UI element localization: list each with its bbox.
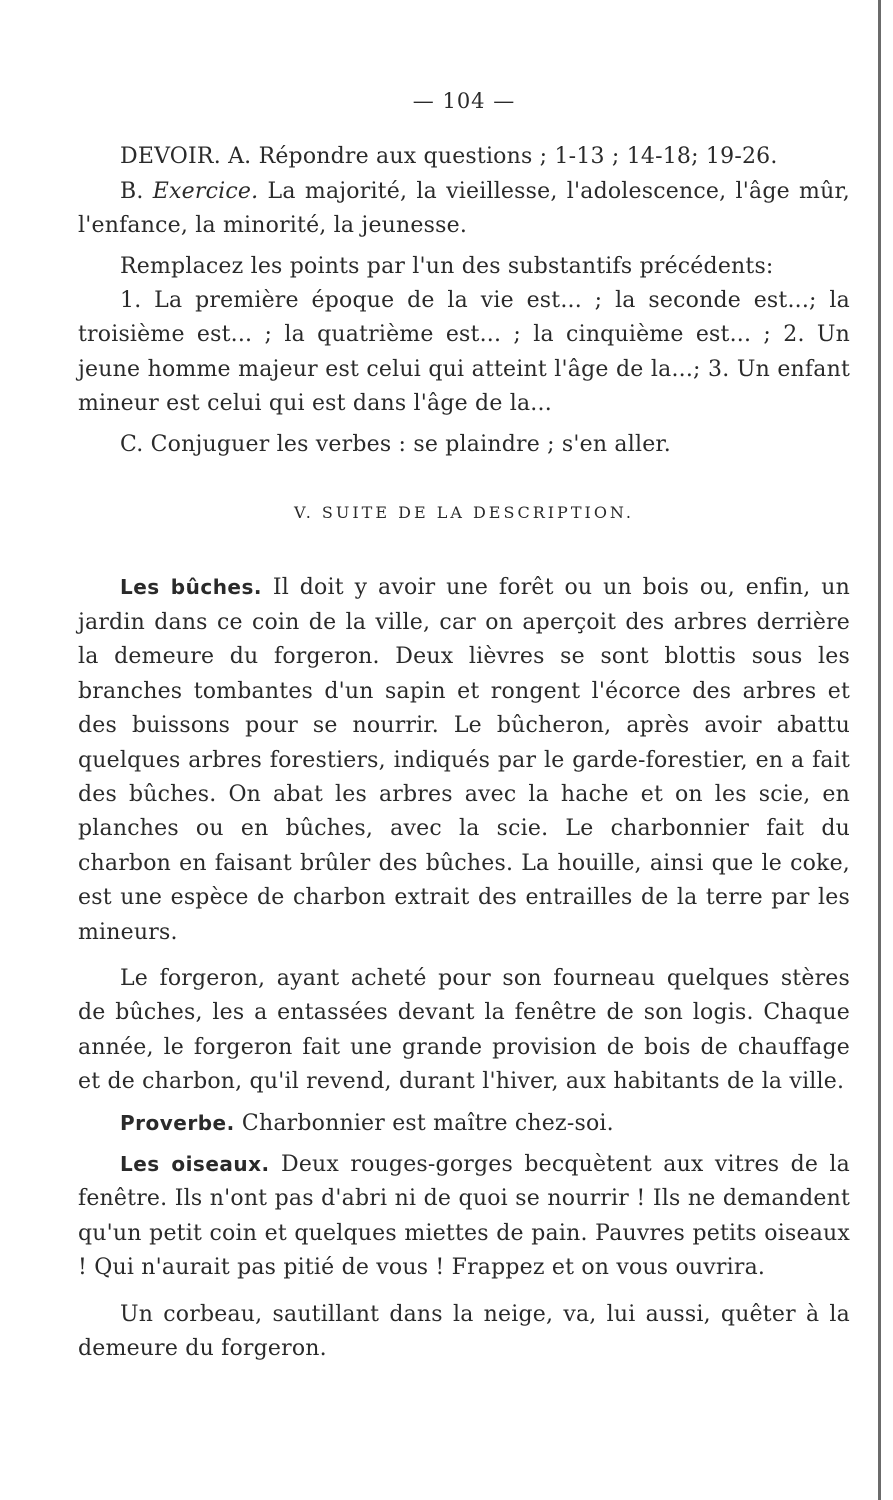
page-number: — 104 — xyxy=(412,89,516,113)
devoir-text: Répondre aux questions ; 1-13 ; 14-18; 19-26. xyxy=(258,144,778,170)
buches-label: Les bûches. xyxy=(120,575,263,600)
exercice-paragraph xyxy=(78,175,850,244)
section-title: V. SUITE DE LA DESCRIPTION. xyxy=(293,503,634,523)
exercice-label-b: B. xyxy=(120,178,144,204)
buches-paragraph xyxy=(78,570,850,949)
corbeau-paragraph: Un corbeau, sautillant dans la neige, va, lui aussi, quêter à la demeure du forgeron. xyxy=(78,1301,850,1361)
proverbe-text: Charbonnier est maître chez-soi. xyxy=(241,1110,614,1136)
oiseaux-text: Deux rouges-gorges becquètent aux vitres de la fenêtre. Ils n'ont pas d'abri ni de quoi se nourrir ! Ils ne demandent qu'un petit coin et quelques miettes de pain. Pauvres petits oiseaux ! Qui n'aurait pas pitié de vous ! Frappez et on vous ouvrira. xyxy=(78,1151,850,1281)
book-page xyxy=(78,84,850,1366)
oiseaux-paragraph xyxy=(78,1147,850,1286)
buches-text: Il doit y avoir une forêt ou un bois ou, enfin, un jardin dans ce coin de la ville, car on aperçoit des arbres derrière la demeure du forgeron. Deux lièvres se sont blottis sous les branches tombantes d'un sapin et rongent l'écorce des arbres et des buissons pour se nourrir. Le bûcheron, après avoir abattu quelques arbres forestiers, indiqués par le garde-forestier, en a fait des bûches. On abat les arbres avec la hache et on les scie, en planches ou en bûches, avec la scie. Le charbonnier fait du charbon en faisant brûler des bûches. La houille, ainsi que le coke, est une espèce de charbon extrait des entrailles de la terre par les mineurs. xyxy=(78,575,851,945)
page-edge-line xyxy=(878,0,881,1500)
devoir-paragraph xyxy=(78,140,850,174)
exercise-sentences: 1. La première époque de la vie est... ; la seconde est...; la troisième est... ; la quatrième est... ; la cinquième est... ; 2. Un jeune homme majeur est celui qui atteint l'âge de la...; 3. Un enfant mineur est celui qui est dans l'âge de la... xyxy=(78,288,850,417)
proverbe-label: Proverbe. xyxy=(120,1110,235,1135)
remplacez-instruction: Remplacez les points par l'un des substantifs précédents: xyxy=(120,253,774,279)
forgeron-paragraph: Le forgeron, ayant acheté pour son fourneau quelques stères de bûches, les a entassées devant la fenêtre de son logis. Chaque année, le forgeron fait une grande provision de bois de chauffage et de charbon, qu'il revend, durant l'hiver, aux habitants de la ville. xyxy=(78,965,850,1095)
proverbe-paragraph xyxy=(78,1106,850,1141)
oiseaux-label: Les oiseaux. xyxy=(120,1151,270,1176)
exercice-title: Exercice. xyxy=(152,178,259,204)
conjuguer-instruction: C. Conjuguer les verbes : se plaindre ; s'en aller. xyxy=(120,431,671,457)
exercice-text: La majorité, la vieillesse, l'adolescence, l'âge mûr, l'enfance, la minorité, la jeunesse. xyxy=(78,178,850,239)
devoir-heading: DEVOIR. A. xyxy=(120,144,252,170)
